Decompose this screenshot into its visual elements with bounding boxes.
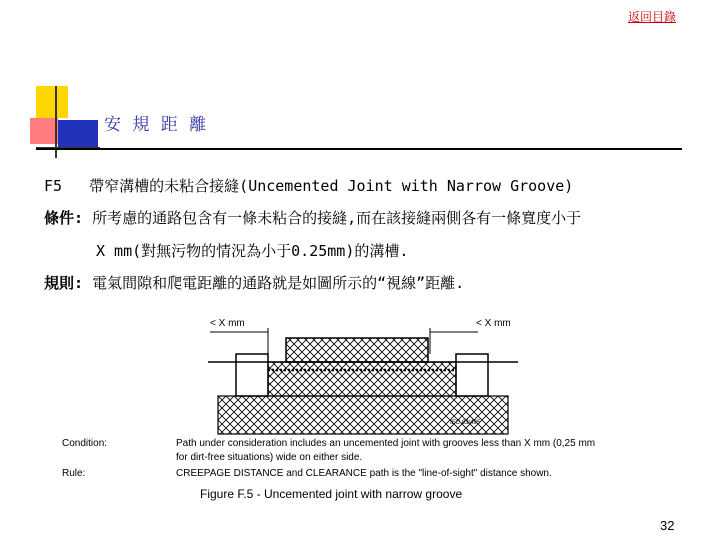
rule-text: 電氣間隙和爬電距離的通路就是如圖所示的“視線”距離. [92, 274, 465, 292]
figure-rule-label: Rule: [62, 468, 86, 479]
section-heading [44, 175, 573, 196]
condition-line-1 [44, 207, 581, 228]
condition-text-1: 所考慮的通路包含有一條未粘合的接縫,而在該接縫兩側各有一條寬度小于 [92, 209, 582, 227]
figure-caption: Figure F.5 - Uncemented joint with narrow groove [200, 487, 463, 501]
figure-condition-label: Condition: [62, 438, 108, 449]
base-insulation [218, 396, 508, 434]
figure-condition-line-2: for dirt-free situations) wide on either side. [176, 452, 363, 463]
left-conductor [236, 354, 268, 396]
figure-condition-line-1: Path under consideration includes an uncemented joint with grooves less than X mm (0,25 mm [176, 438, 596, 449]
section-heading-text: 帶窄溝槽的未粘合接縫(Uncemented Joint with Narrow Groove) [89, 177, 574, 195]
upper-insulation [286, 338, 428, 362]
dimension-right-label: < X mm [476, 318, 511, 329]
condition-label: 條件: [44, 209, 84, 227]
section-code: F5 [44, 177, 63, 195]
figure-f5 [58, 300, 668, 510]
dimension-left-label: < X mm [210, 318, 245, 329]
right-conductor [456, 354, 488, 396]
page-number: 32 [660, 518, 675, 533]
condition-text-2: X mm(對無污物的情況為小于0.25mm)的溝槽. [96, 242, 409, 260]
back-to-contents-link[interactable]: 返回目錄 [628, 10, 677, 24]
dimension-right [430, 318, 511, 354]
title-divider [36, 148, 682, 150]
rule-label: 規則: [44, 274, 84, 292]
rule-line [44, 272, 464, 293]
iec-reference: IEC 83/495 [450, 420, 481, 426]
slide-title: 安 規 距 離 [104, 115, 210, 135]
dimension-left [210, 318, 268, 354]
figure-rule-text: CREEPAGE DISTANCE and CLEARANCE path is the "line-of-sight" distance shown. [176, 468, 552, 479]
